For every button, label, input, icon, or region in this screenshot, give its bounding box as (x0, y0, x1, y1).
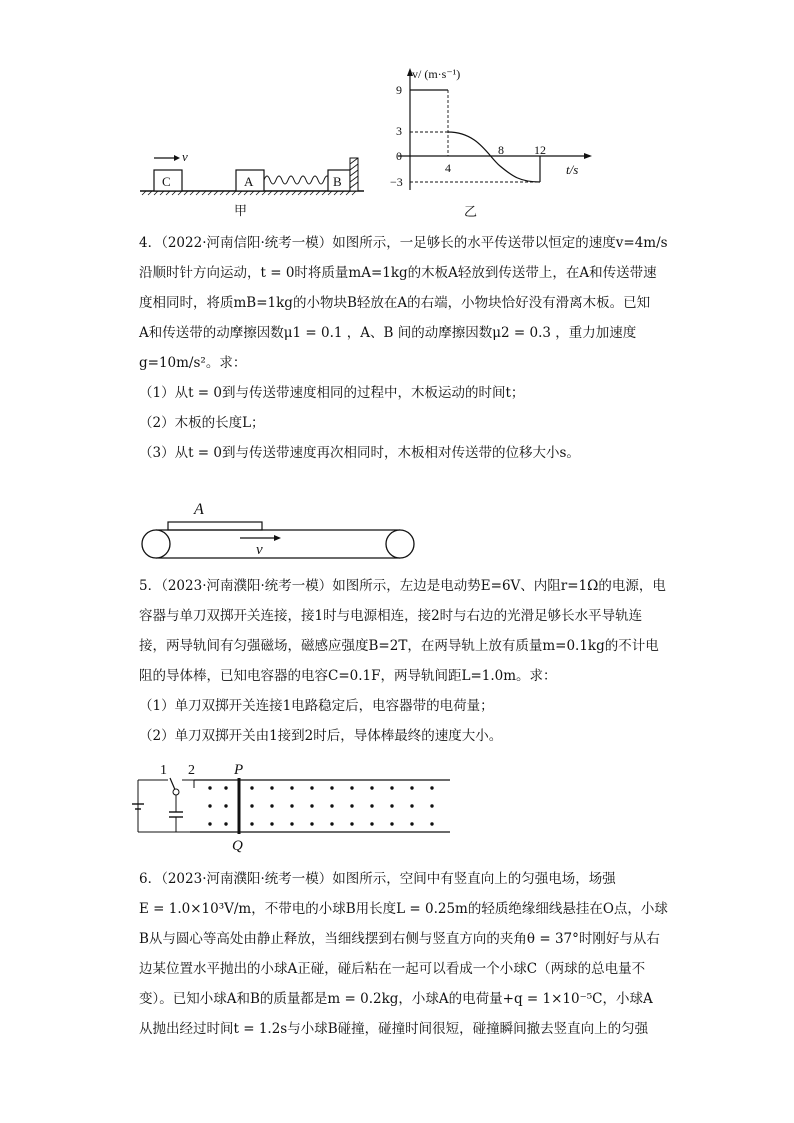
problem-6 (139, 864, 668, 1044)
x-tick-8: 8 (498, 143, 504, 157)
y-tick-3: 3 (396, 124, 402, 138)
problem-4-line: 沿顺时针方向运动，t = 0时将质量mA=1kg的木板A轻放到传送带上，在A和传送带速 (139, 265, 657, 281)
right-pulley (386, 530, 414, 558)
y-tick-0: 0 (396, 149, 402, 163)
problem-5-line: 阻的导体棒，已知电容器的电容C=0.1F，两导轨间距L=1.0m。求： (139, 668, 557, 684)
problem-4-line: A和传送带的动摩擦因数μ1 = 0.1 ，A、B 间的动摩擦因数μ2 = 0.3 ，重力加速度 (139, 325, 637, 341)
problem-6-line: 6．（2023·河南濮阳·统考一模）如图所示，空间中有竖直向上的匀强电场，场强 (139, 871, 616, 887)
field-dot (250, 822, 253, 825)
x-axis-label: t/s (566, 162, 579, 177)
field-dot (350, 822, 353, 825)
problem-5-line: 5．（2023·河南濮阳·统考一模）如图所示，左边是电动势E=6V、内阻r=1Ω的电源，电 (139, 578, 666, 594)
velocity-label: v (182, 149, 188, 164)
field-dot (390, 786, 393, 789)
field-dot (310, 786, 313, 789)
y-tick-neg3: −3 (390, 175, 403, 189)
field-dot (224, 822, 227, 825)
magnetic-field-dots (208, 786, 433, 825)
problem-4-line: 4．（2022·河南信阳·统考一模）如图所示，一足够长的水平传送带以恒定的速度v=4m/s (139, 235, 668, 251)
y-axis-label: v/ (m·s⁻¹) (412, 67, 461, 81)
field-dot (370, 804, 373, 807)
figure-yi (368, 62, 598, 222)
problem-6-line: E = 1.0×10³V/m，不带电的小球B用长度L = 0.25m的轻质绝缘细线悬挂在O点，小球 (139, 901, 668, 917)
problem-4-part-1: （1）从t = 0到与传送带速度相同的过程中，木板运动的时间t； (139, 385, 525, 401)
field-dot (250, 786, 253, 789)
field-dot (370, 822, 373, 825)
switch-pos-2: 2 (188, 763, 195, 778)
velocity-curve (448, 132, 540, 182)
left-pulley (142, 530, 170, 558)
field-dot (430, 804, 433, 807)
velocity-arrowhead (174, 155, 180, 161)
field-dot (390, 804, 393, 807)
field-dot (430, 786, 433, 789)
problem-4-line: g=10m/s²。求： (139, 355, 247, 371)
problem-5 (139, 571, 666, 751)
problem-5-part-2: （2）单刀双掷开关由1接到2时后，导体棒最终的速度大小。 (139, 728, 503, 744)
board-label: A (194, 501, 204, 518)
problem-5-line: 容器与单刀双掷开关连接，接1时与电源相连，接2时与右边的光滑足够长水平导轨连 (139, 608, 643, 624)
field-dot (270, 822, 273, 825)
problem-6-line: B从与圆心等高处由静止释放，当细线摆到右侧与竖直方向的夹角θ = 37°时刚好与从右 (139, 931, 660, 947)
field-dot (410, 822, 413, 825)
field-dot (208, 822, 211, 825)
field-dot (224, 786, 227, 789)
field-dot (370, 786, 373, 789)
field-dot (310, 804, 313, 807)
field-dot (350, 786, 353, 789)
x-tick-4: 4 (445, 161, 451, 175)
x-axis-arrowhead (584, 153, 592, 159)
rod-label-q: Q (232, 838, 243, 854)
problem-5-part-1: （1）单刀双掷开关连接1电路稳定后，电容器带的电荷量； (139, 698, 494, 714)
field-dot (270, 786, 273, 789)
problem-4 (139, 228, 668, 468)
problem-6-line: 从抛出经过时间t = 1.2s与小球B碰撞，碰撞时间很短，碰撞瞬间撤去竖直向上的匀强 (139, 1021, 649, 1037)
problem-6-line: 边某位置水平抛出的小球A正碰，碰后粘在一起可以看成一个小球C（两球的总电量不 (139, 961, 646, 977)
field-dot (290, 804, 293, 807)
rod-label-p: P (234, 762, 244, 778)
field-dot (270, 804, 273, 807)
figure-jia (138, 148, 368, 220)
board-a (168, 522, 262, 530)
belt-velocity-label: v (256, 542, 263, 558)
belt-velocity-arrowhead (274, 535, 281, 541)
figure-rails-circuit (130, 758, 460, 858)
problem-4-line: 度相同时，将质mB=1kg的小物块B轻放在A的右端，小物块恰好没有滑离木板。已知 (139, 295, 651, 311)
block-b-label: B (333, 174, 342, 189)
block-a-label: A (244, 174, 254, 189)
field-dot (330, 822, 333, 825)
caption-yi: 乙 (464, 204, 478, 219)
switch-pivot (173, 789, 179, 795)
field-dot (390, 822, 393, 825)
x-tick-12: 12 (534, 143, 546, 157)
field-dot (350, 804, 353, 807)
field-dot (330, 804, 333, 807)
field-dot (290, 786, 293, 789)
problem-5-line: 接，两导轨间有匀强磁场，磁感应强度B=2T，在两导轨上放有质量m=0.1kg的不计电 (139, 638, 659, 654)
y-tick-9: 9 (396, 83, 402, 97)
field-dot (310, 822, 313, 825)
switch-pos-1: 1 (160, 763, 167, 778)
field-dot (410, 804, 413, 807)
spring (264, 176, 336, 184)
figure-conveyor-belt (136, 496, 420, 562)
field-dot (430, 822, 433, 825)
field-dot (224, 804, 227, 807)
caption-jia: 甲 (234, 203, 248, 218)
block-c-label: C (162, 174, 171, 189)
problem-6-line: 变）。已知小球A和B的质量都是m = 0.2kg，小球A的电荷量+q = 1×10⁻⁵C，小球A (139, 991, 653, 1007)
field-dot (290, 822, 293, 825)
field-dot (208, 804, 211, 807)
field-dot (250, 804, 253, 807)
field-dot (330, 786, 333, 789)
problem-4-part-3: （3）从t = 0到与传送带速度再次相同时，木板相对传送带的位移大小s。 (139, 445, 580, 461)
problem-4-part-2: （2）木板的长度L； (139, 415, 265, 431)
field-dot (208, 786, 211, 789)
field-dot (410, 786, 413, 789)
